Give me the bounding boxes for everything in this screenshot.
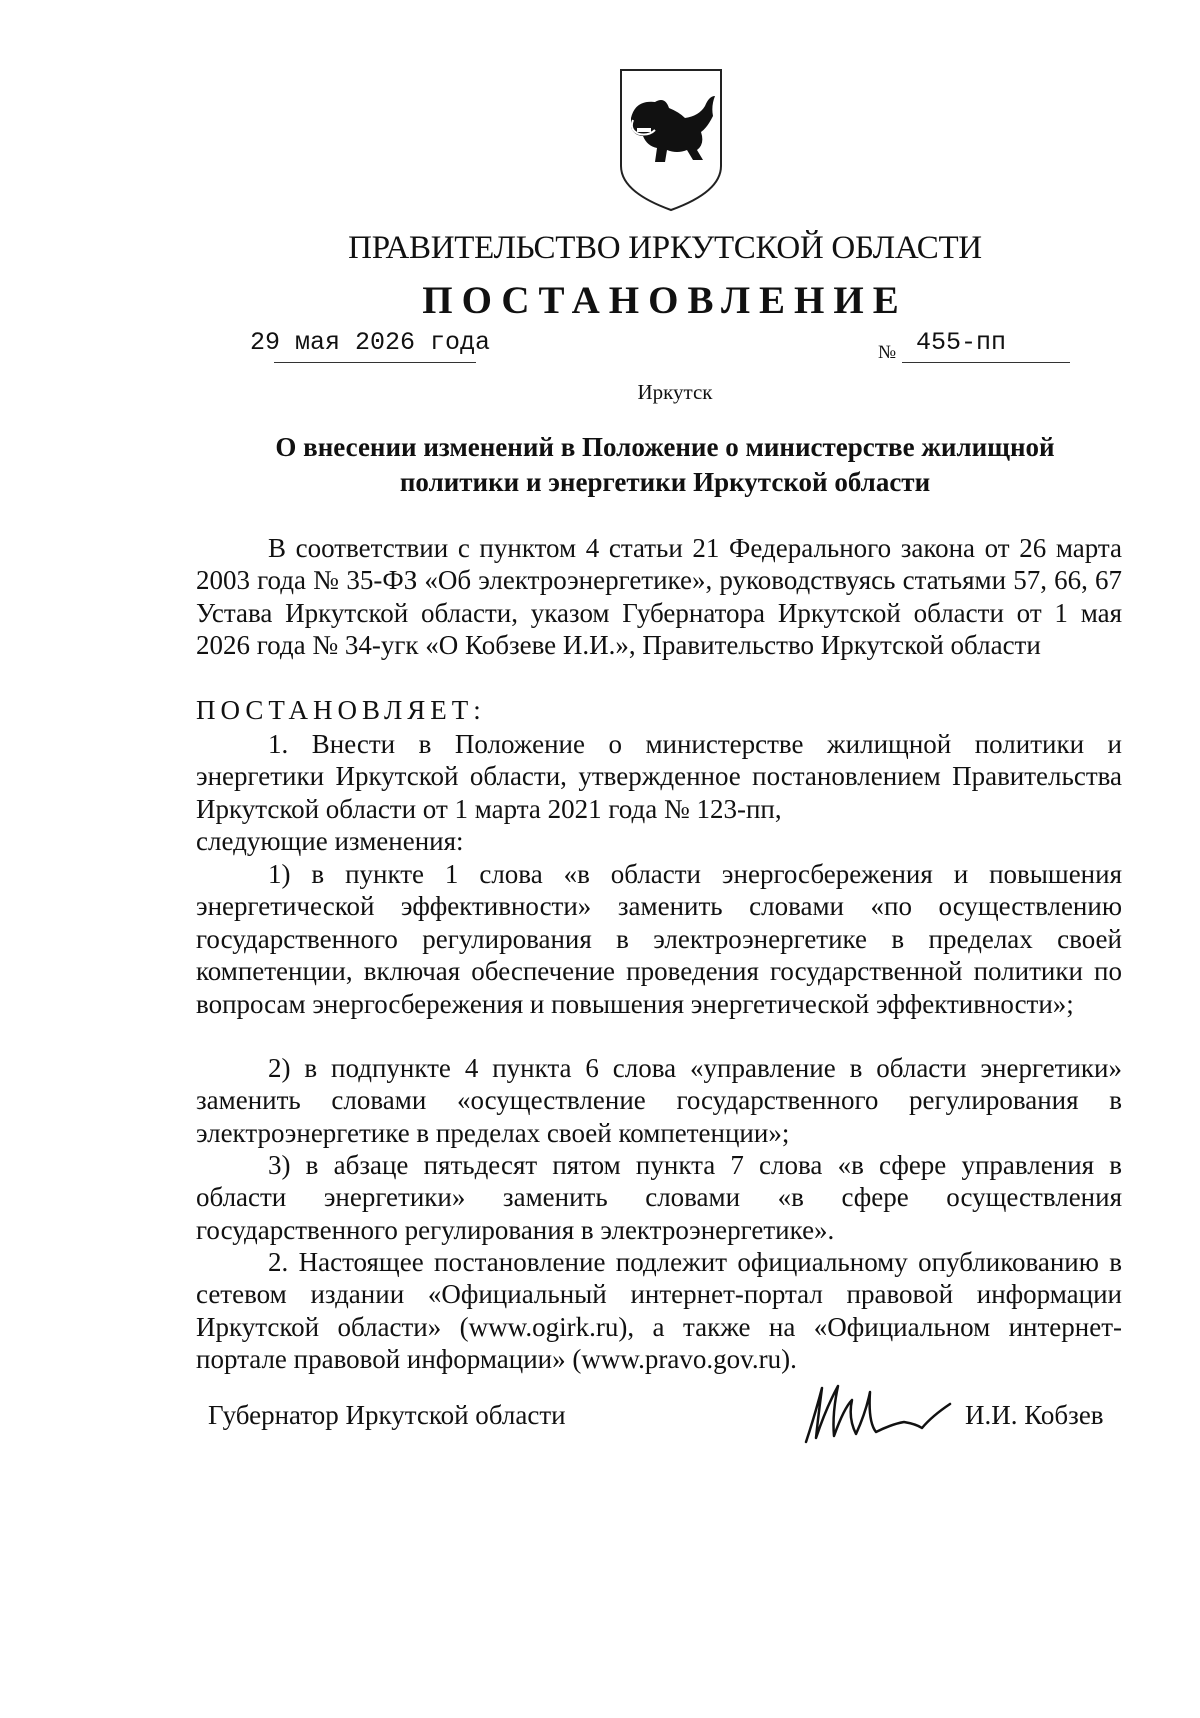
signatory-name: И.И. Кобзев [965, 1400, 1104, 1430]
item-1: 1. Внести в Положение о министерстве жилищной политики и энергетики Иркутской области, утвержденное постановлением Правительства Иркутской области от 1 марта 2021 года № 123-пп, [196, 729, 1122, 824]
item-2: 2. Настоящее постановление подлежит официальному опубликованию в сетевом издании «Официальный интернет-портал правовой информации Иркутской области» (www.ogirk.ru), а также на «Официальном интернет-портале правовой информации» (www.pravo.gov.ru). [196, 1247, 1122, 1375]
resolves-heading: ПОСТАНОВЛЯЕТ: [196, 695, 486, 725]
document-type: ПОСТАНОВЛЕНИЕ [422, 279, 908, 322]
coat-of-arms-icon [613, 66, 729, 214]
date-underline [274, 362, 476, 363]
government-name: ПРАВИТЕЛЬСТВО ИРКУТСКОЙ ОБЛАСТИ [348, 230, 982, 266]
item-1-continuation: следующие изменения: [196, 826, 464, 856]
document-city: Иркутск [637, 380, 713, 404]
number-label: № [878, 342, 897, 363]
handwritten-signature [800, 1378, 960, 1448]
document-number: 455-пп [916, 328, 1007, 357]
subitem-1: 1) в пункте 1 слова «в области энергосбережения и повышения энергетической эффективности» заменить словами «по осуществлению государственного регулирования в электроэнергетике в пределах своей компетенции, включая обеспечение проведения государственной политики по вопросам энергосбережения и повышения энергетической эффективности»; [196, 859, 1122, 1019]
preamble: В соответствии с пунктом 4 статьи 21 Федерального закона от 26 марта 2003 года № 35-ФЗ «Об электроэнергетике», руководствуясь статьями 57, 66, 67 Устава Иркутской области, указом Губернатора Иркутской области от 1 мая 2026 года № 34-угк «О Кобзеве И.И.», Правительство Иркутской области [196, 533, 1122, 661]
subitem-2: 2) в подпункте 4 пункта 6 слова «управление в области энергетики» заменить словами «осуществление государственного регулирования в электроэнергетике в пределах своей компетенции»; [196, 1053, 1122, 1148]
document-date: 29 мая 2026 года [250, 328, 491, 357]
subitem-3: 3) в абзаце пятьдесят пятом пункта 7 слова «в сфере управления в области энергетики» заменить словами «в сфере осуществления государственного регулирования в электроэнергетике». [196, 1150, 1122, 1245]
signatory-position: Губернатор Иркутской области [208, 1400, 566, 1430]
number-underline [902, 362, 1070, 363]
document-title: О внесении изменений в Положение о министерстве жилищной политики и энергетики Иркутской области [275, 432, 1055, 497]
